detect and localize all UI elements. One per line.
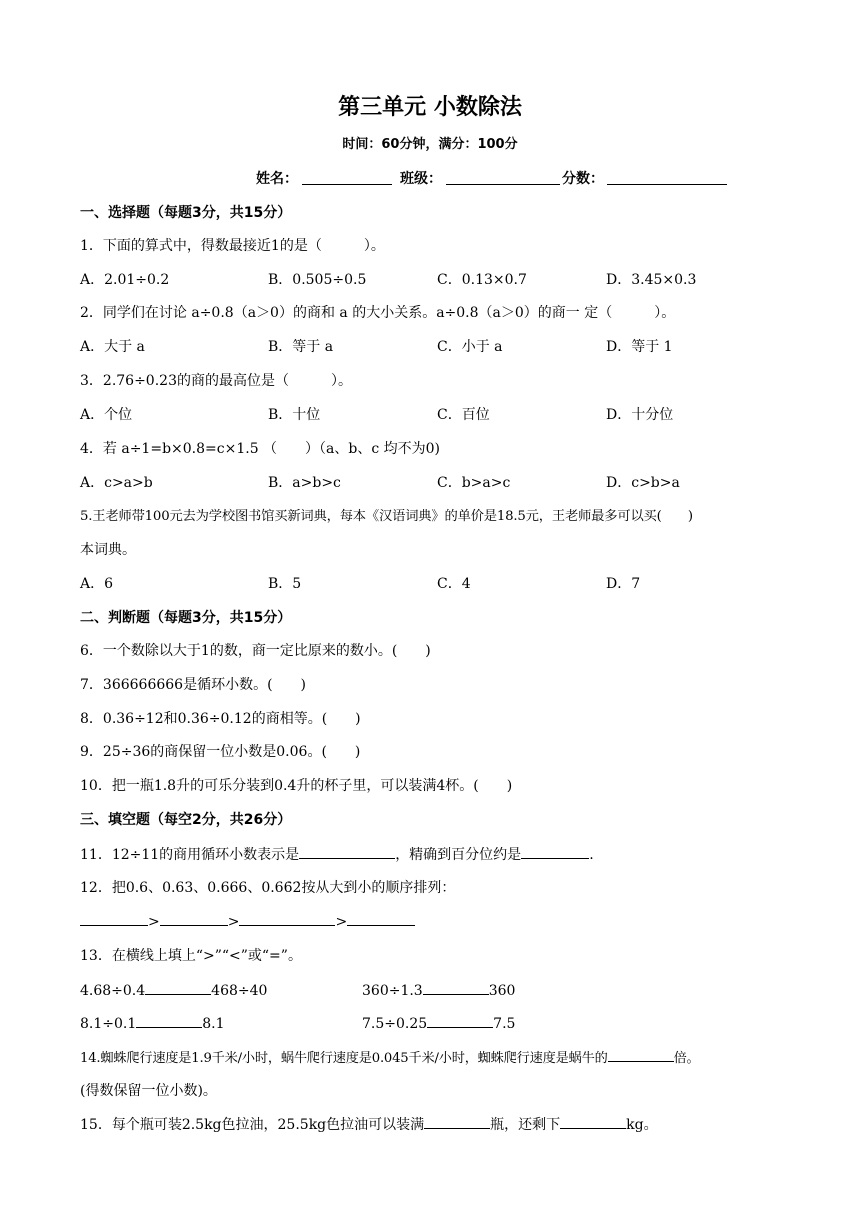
name-label: 姓名： (256, 171, 298, 187)
question-text: 倍。 (673, 1051, 700, 1066)
question-stem-continued: (得数保留一位小数)。 (80, 1083, 217, 1099)
question-text: 14.蜘蛛爬行速度是1.9千米/小时，蜗牛爬行速度是0.045千米/小时，蜘蛛爬行速度是蜗牛的 (80, 1051, 608, 1066)
ordering-row (80, 911, 415, 932)
option-c[interactable]: C．4 (437, 576, 471, 592)
section-heading: 一、选择题（每题3分，共15分） (80, 205, 292, 221)
option-d[interactable]: D．7 (606, 576, 641, 592)
fill-question-11 (80, 844, 594, 865)
section-heading: 二、判断题（每题3分，共15分） (80, 610, 292, 626)
compare-item (80, 980, 267, 1001)
option-b[interactable]: B．5 (268, 576, 302, 592)
greater-sign: > (335, 914, 348, 930)
question-stem-continued: 本词典。 (80, 542, 136, 558)
option-d[interactable]: D．等于 1 (606, 339, 673, 355)
judge-question: 6．一个数除以大于1的数，商一定比原来的数小。( ) (80, 643, 431, 659)
answer-blank[interactable] (560, 1114, 626, 1129)
answer-blank[interactable] (80, 911, 148, 926)
judge-question: 9．25÷36的商保留一位小数是0.06。( ) (80, 744, 361, 760)
question-text: 11．12÷11的商用循环小数表示是 (80, 847, 300, 863)
option-b[interactable]: B．a>b>c (268, 475, 341, 491)
repeating-digits: 6̇2̇ (283, 880, 302, 896)
page-title: 第三单元 小数除法 (338, 95, 522, 120)
expression-left: 7.5÷0.25 (362, 1016, 428, 1032)
option-c[interactable]: C．百位 (437, 407, 490, 423)
option-a[interactable]: A．6 (80, 576, 114, 592)
fill-question-12 (80, 878, 455, 898)
compare-item (362, 1013, 515, 1034)
question-stem: 2．同学们在讨论 a÷0.8（a＞0）的商和 a 的大小关系。a÷0.8（a＞0）的商一 定（ ）。 (80, 305, 676, 321)
page-subtitle: 时间：60分钟，满分：100分 (342, 137, 518, 152)
option-b[interactable]: B．十位 (268, 407, 321, 423)
compare-item (362, 980, 515, 1001)
question-stem: 5.王老师带100元去为学校图书馆买新词典，每本《汉语词典》的单价是18.5元，王老师最多可以买( ) (80, 509, 693, 524)
option-c[interactable]: C．0.13×0.7 (437, 272, 527, 288)
section-heading: 三、填空题（每空2分，共26分） (80, 812, 292, 828)
option-a[interactable]: A．2.01÷0.2 (80, 272, 170, 288)
greater-sign: > (227, 914, 240, 930)
option-a[interactable]: A．大于 a (80, 339, 145, 355)
expression-left: 4.68÷0.4 (80, 983, 146, 999)
option-b[interactable]: B．等于 a (268, 339, 334, 355)
question-text: . (589, 847, 594, 863)
option-a[interactable]: A．个位 (80, 407, 133, 423)
answer-blank[interactable] (427, 1013, 493, 1028)
answer-blank[interactable] (608, 1047, 674, 1062)
question-text: ，精确到百分位约是 (395, 847, 522, 863)
class-blank[interactable] (446, 184, 560, 185)
answer-blank[interactable] (160, 911, 228, 926)
expression-left: 360÷1.3 (362, 983, 423, 999)
answer-blank[interactable] (347, 911, 415, 926)
option-c[interactable]: C．小于 a (437, 339, 503, 355)
question-stem: 13．在横线上填上“>”“<”或“=”。 (80, 948, 302, 964)
fill-question-15 (80, 1114, 658, 1135)
question-text: kg。 (626, 1117, 658, 1133)
answer-blank[interactable] (145, 980, 211, 995)
score-blank[interactable] (607, 184, 727, 185)
compare-item (80, 1013, 225, 1034)
name-blank[interactable] (302, 184, 392, 185)
fill-question-14 (80, 1047, 700, 1069)
question-stem: 3．2.76÷0.23的商的最高位是（ ）。 (80, 373, 352, 389)
judge-question: 7．366666666是循环小数。( ) (80, 677, 306, 693)
judge-question: 8．0.36÷12和0.36÷0.12的商相等。( ) (80, 711, 361, 727)
answer-blank[interactable] (423, 980, 489, 995)
answer-blank[interactable] (299, 844, 395, 859)
question-text: 12．把0.6、0.63、0.666、0.6 (80, 880, 284, 896)
expression-right: 8.1 (202, 1016, 225, 1032)
answer-blank[interactable] (424, 1114, 490, 1129)
answer-blank[interactable] (136, 1013, 202, 1028)
option-b[interactable]: B．0.505÷0.5 (268, 272, 367, 288)
expression-left: 8.1÷0.1 (80, 1016, 137, 1032)
option-a[interactable]: A．c>a>b (80, 475, 153, 491)
question-text: 15．每个瓶可装2.5kg色拉油，25.5kg色拉油可以装满 (80, 1117, 425, 1133)
answer-blank[interactable] (521, 844, 589, 859)
question-stem: 1．下面的算式中，得数最接近1的是（ ）。 (80, 238, 385, 254)
option-d[interactable]: D．十分位 (606, 407, 674, 423)
expression-right: 360 (488, 983, 516, 999)
judge-question: 10．把一瓶1.8升的可乐分装到0.4升的杯子里，可以装满4杯。( ) (80, 778, 513, 794)
expression-right: 7.5 (493, 1016, 516, 1032)
option-c[interactable]: C．b>a>c (437, 475, 511, 491)
question-stem: 4．若 a÷1=b×0.8=c×1.5 （ ）（a、b、c 均不为0) (80, 441, 441, 457)
score-label: 分数： (562, 171, 604, 187)
question-text: 瓶，还剩下 (490, 1117, 561, 1133)
expression-right: 468÷40 (211, 983, 268, 999)
class-label: 班级： (400, 171, 442, 187)
greater-sign: > (148, 914, 160, 930)
option-d[interactable]: D．c>b>a (606, 475, 680, 491)
question-text: 按从大到小的顺序排列： (301, 880, 456, 896)
option-d[interactable]: D．3.45×0.3 (606, 272, 697, 288)
answer-blank[interactable] (239, 911, 335, 926)
